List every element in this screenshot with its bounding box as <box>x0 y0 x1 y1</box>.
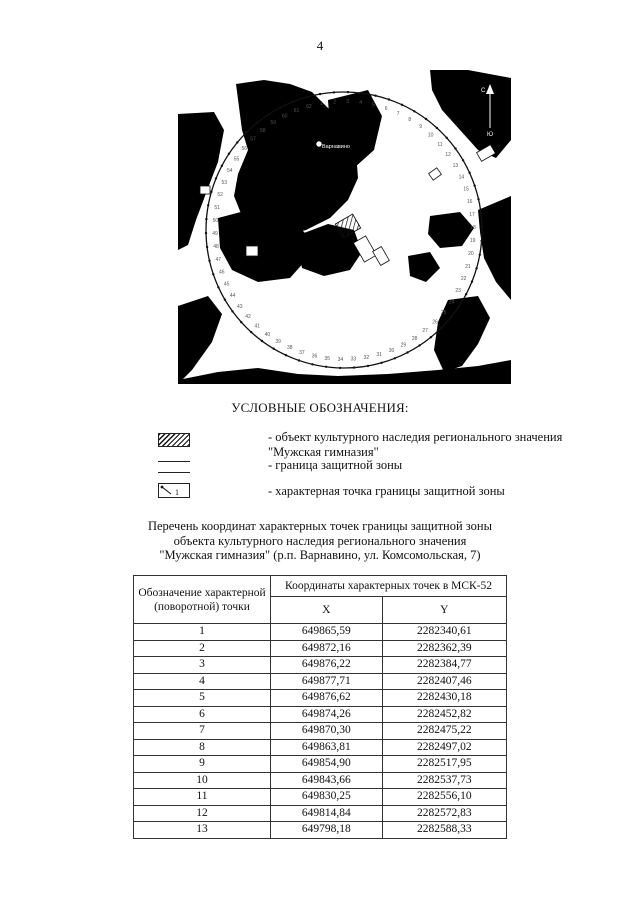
boundary-point-marker <box>462 159 464 161</box>
boundary-point-label: 5 <box>372 102 375 109</box>
legend-text-heritage: - объект культурного наследия регионального значения "Мужская гимназия" <box>268 430 563 459</box>
boundary-point-label: 2 <box>333 99 336 106</box>
y-coordinate-cell: 2282572,83 <box>382 805 506 822</box>
boundary-point-label: 14 <box>458 174 465 181</box>
boundary-point-label: 22 <box>460 276 467 283</box>
boundary-point-label: 28 <box>411 335 418 342</box>
boundary-point-marker <box>228 153 230 155</box>
x-coordinate-cell: 649854,90 <box>271 756 383 773</box>
boundary-point-marker <box>279 106 281 108</box>
boundary-point-marker <box>212 273 214 275</box>
boundary-point-label: 48 <box>213 243 219 250</box>
boundary-point-marker <box>207 204 209 206</box>
point-number-cell: 2 <box>134 640 271 657</box>
boundary-point-label: 40 <box>264 331 271 338</box>
boundary-point-label: 31 <box>376 352 382 359</box>
boundary-point-marker <box>454 147 456 149</box>
point-sample-label: 1 <box>175 488 179 497</box>
boundary-point-label: 59 <box>270 120 277 127</box>
boundary-point-marker <box>205 218 207 220</box>
boundary-point-label: 58 <box>260 127 266 134</box>
boundary-point-label: 35 <box>324 355 331 362</box>
coordinates-table <box>133 575 507 839</box>
boundary-point-label: 3 <box>346 99 349 106</box>
protection-zone-map <box>178 70 511 384</box>
header-x: X <box>271 597 383 624</box>
boundary-point-marker <box>477 198 479 200</box>
point-number-cell: 10 <box>134 772 271 789</box>
boundary-point-label: 42 <box>245 314 251 321</box>
y-coordinate-cell: 2282517,95 <box>382 756 506 773</box>
boundary-point-label: 53 <box>221 179 228 186</box>
boundary-point-label: 19 <box>469 238 476 245</box>
y-coordinate-cell: 2282384,77 <box>382 657 506 674</box>
y-coordinate-cell: 2282475,22 <box>382 723 506 740</box>
boundary-line-swatch <box>158 461 190 473</box>
boundary-point-label: 27 <box>422 328 428 335</box>
boundary-point-marker <box>236 141 238 143</box>
boundary-point-marker <box>465 293 467 295</box>
boundary-point-label: 57 <box>250 136 256 143</box>
boundary-point-marker <box>267 113 269 115</box>
boundary-point-label: 11 <box>437 141 443 148</box>
boundary-point-marker <box>246 131 248 133</box>
boundary-point-label: 15 <box>463 186 469 193</box>
boundary-point-label: 50 <box>212 217 219 224</box>
boundary-point-label: 8 <box>408 117 412 123</box>
y-coordinate-cell: 2282497,02 <box>382 739 506 756</box>
boundary-point-label: 32 <box>363 355 370 361</box>
boundary-point-marker <box>458 305 460 307</box>
page-number: 4 <box>316 38 324 53</box>
boundary-point-marker <box>217 286 219 288</box>
boundary-point-marker <box>333 91 335 93</box>
table-row <box>134 805 507 822</box>
boundary-point-label: 7 <box>396 110 400 117</box>
boundary-point-marker <box>224 299 226 301</box>
boundary-point-marker <box>479 254 481 256</box>
boundary-point-label: 52 <box>217 192 223 199</box>
x-coordinate-cell: 649814,84 <box>271 805 383 822</box>
table-row <box>134 772 507 789</box>
boundary-point-marker <box>446 137 448 139</box>
coordinates-caption <box>0 519 640 563</box>
settlement-label: Варнавино <box>322 144 350 150</box>
compass-north-letter: С <box>481 88 486 94</box>
boundary-point-label: 62 <box>306 103 312 110</box>
table-row <box>134 624 507 641</box>
boundary-point-label: 51 <box>214 204 220 211</box>
boundary-point-marker <box>380 362 382 364</box>
boundary-point-marker <box>388 98 390 100</box>
boundary-point-label: 26 <box>432 319 438 326</box>
boundary-point-marker <box>475 267 477 269</box>
boundary-point-marker <box>305 96 307 98</box>
boundary-point-marker <box>273 348 275 350</box>
x-coordinate-cell: 649876,62 <box>271 690 383 707</box>
boundary-point-label: 20 <box>468 251 474 258</box>
x-coordinate-cell: 649874,26 <box>271 706 383 723</box>
x-coordinate-cell: 649877,71 <box>271 673 383 690</box>
boundary-point-label: 34 <box>337 356 344 363</box>
boundary-point-label: 30 <box>388 347 395 354</box>
x-coordinate-cell: 649830,25 <box>271 789 383 806</box>
point-marker-icon <box>159 484 189 497</box>
point-number-cell: 1 <box>134 624 271 641</box>
legend-text-point: - характерная точка границы защитной зоны <box>268 484 505 498</box>
header-y: Y <box>382 597 506 624</box>
boundary-point-marker <box>430 336 432 338</box>
x-coordinate-cell: 649863,81 <box>271 739 383 756</box>
table-row <box>134 640 507 657</box>
table-row <box>134 657 507 674</box>
boundary-point-marker <box>347 91 349 93</box>
point-number-cell: 11 <box>134 789 271 806</box>
characteristic-point-swatch <box>158 483 190 498</box>
boundary-point-marker <box>361 92 363 94</box>
boundary-point-label: 24 <box>448 299 455 306</box>
compass-south-letter: Ю <box>487 132 494 138</box>
boundary-point-marker <box>468 172 470 174</box>
boundary-point-label: 33 <box>350 356 357 363</box>
boundary-point-marker <box>450 316 452 318</box>
boundary-point-label: 17 <box>469 212 475 219</box>
x-coordinate-cell: 649843,66 <box>271 772 383 789</box>
boundary-point-label: 43 <box>237 304 243 311</box>
boundary-point-label: 4 <box>359 100 363 107</box>
table-row <box>134 706 507 723</box>
boundary-point-marker <box>406 351 408 353</box>
table-row <box>134 673 507 690</box>
boundary-point-marker <box>367 365 369 367</box>
boundary-point-label: 49 <box>212 230 218 237</box>
boundary-point-label: 10 <box>427 132 434 139</box>
y-coordinate-cell: 2282556,10 <box>382 789 506 806</box>
boundary-point-label: 37 <box>299 349 305 356</box>
boundary-point-marker <box>481 226 483 228</box>
boundary-point-marker <box>480 240 482 242</box>
boundary-point-label: 13 <box>452 162 459 169</box>
boundary-point-label: 41 <box>254 323 261 330</box>
x-coordinate-cell: 649798,18 <box>271 822 383 839</box>
point-number-cell: 4 <box>134 673 271 690</box>
boundary-point-label: 21 <box>465 263 471 270</box>
boundary-point-label: 38 <box>287 345 293 352</box>
boundary-point-label: 36 <box>311 353 318 360</box>
boundary-point-label: 47 <box>215 256 222 263</box>
boundary-point-marker <box>413 110 415 112</box>
y-coordinate-cell: 2282362,39 <box>382 640 506 657</box>
boundary-point-label: 29 <box>400 342 407 349</box>
boundary-point-marker <box>215 177 217 179</box>
boundary-point-marker <box>474 185 476 187</box>
boundary-point-marker <box>250 331 252 333</box>
caption-line-2: объекта культурного наследия регионального значения <box>173 533 467 548</box>
caption-line-3: "Мужская гимназия" (р.п. Варнавино, ул. Комсомольская, 7) <box>159 548 481 562</box>
boundary-point-label: 44 <box>229 293 236 300</box>
boundary-point-marker <box>285 354 287 356</box>
y-coordinate-cell: 2282452,82 <box>382 706 506 723</box>
boundary-point-marker <box>374 95 376 97</box>
coordinates-rows <box>134 624 507 839</box>
table-row <box>134 723 507 740</box>
boundary-point-label: 60 <box>281 113 288 120</box>
boundary-point-marker <box>221 165 223 167</box>
x-coordinate-cell: 649870,30 <box>271 723 383 740</box>
boundary-point-label: 55 <box>233 156 240 163</box>
boundary-point-label: 1 <box>320 101 323 107</box>
point-number-cell: 6 <box>134 706 271 723</box>
boundary-point-label: 45 <box>223 281 230 288</box>
boundary-point-label: 9 <box>419 124 422 131</box>
point-number-cell: 7 <box>134 723 271 740</box>
boundary-point-label: 23 <box>455 288 461 294</box>
boundary-point-label: 61 <box>293 108 300 115</box>
boundary-point-marker <box>206 246 208 248</box>
y-coordinate-cell: 2282407,46 <box>382 673 506 690</box>
boundary-point-marker <box>210 191 212 193</box>
x-coordinate-cell: 649876,22 <box>271 657 383 674</box>
boundary-point-marker <box>440 327 442 329</box>
boundary-point-label: 39 <box>275 339 281 345</box>
boundary-point-label: 18 <box>470 225 476 232</box>
boundary-point-marker <box>471 280 473 282</box>
table-row <box>134 690 507 707</box>
table-row <box>134 789 507 806</box>
boundary-point-marker <box>480 212 482 214</box>
boundary-point-marker <box>394 357 396 359</box>
boundary-point-marker <box>319 93 321 95</box>
point-number-cell: 12 <box>134 805 271 822</box>
y-coordinate-cell: 2282340,61 <box>382 624 506 641</box>
boundary-point-label: 16 <box>466 199 473 206</box>
point-number-cell: 13 <box>134 822 271 839</box>
heritage-hatch-swatch <box>158 433 190 447</box>
y-coordinate-cell: 2282430,18 <box>382 690 506 707</box>
y-coordinate-cell: 2282588,33 <box>382 822 506 839</box>
boundary-point-marker <box>325 366 327 368</box>
boundary-point-label: 54 <box>227 168 233 174</box>
point-number-cell: 8 <box>134 739 271 756</box>
x-coordinate-cell: 649865,59 <box>271 624 383 641</box>
boundary-point-marker <box>240 321 242 323</box>
table-row <box>134 756 507 773</box>
boundary-point-marker <box>353 366 355 368</box>
boundary-point-label: 46 <box>219 269 225 276</box>
y-coordinate-cell: 2282537,73 <box>382 772 506 789</box>
boundary-point-label: 25 <box>440 309 447 316</box>
boundary-point-marker <box>205 232 207 234</box>
boundary-point-label: 6 <box>384 106 388 113</box>
legend-title: УСЛОВНЫЕ ОБОЗНАЧЕНИЯ: <box>231 400 409 415</box>
boundary-point-marker <box>261 340 263 342</box>
boundary-point-marker <box>436 127 438 129</box>
point-number-cell: 3 <box>134 657 271 674</box>
x-coordinate-cell: 649872,16 <box>271 640 383 657</box>
header-designation: Обозначение характерной (поворотной) точки <box>134 576 271 624</box>
table-row <box>134 822 507 839</box>
point-number-cell: 5 <box>134 690 271 707</box>
boundary-point-marker <box>256 122 258 124</box>
header-coords: Координаты характерных точек в МСК-52 <box>271 576 507 597</box>
table-row <box>134 739 507 756</box>
boundary-point-label: 12 <box>445 151 451 158</box>
boundary-point-marker <box>208 260 210 262</box>
caption-line-1: Перечень координат характерных точек границы защитной зоны <box>147 519 493 533</box>
boundary-point-marker <box>298 359 300 361</box>
boundary-point-marker <box>425 118 427 120</box>
legend-text-boundary: - граница защитной зоны <box>268 458 403 472</box>
boundary-point-marker <box>292 101 294 103</box>
boundary-point-marker <box>311 363 313 365</box>
boundary-point-marker <box>339 367 341 369</box>
boundary-point-label: 56 <box>241 146 248 153</box>
boundary-point-marker <box>231 310 233 312</box>
point-number-cell: 9 <box>134 756 271 773</box>
boundary-point-marker <box>418 344 420 346</box>
boundary-point-marker <box>401 104 403 106</box>
